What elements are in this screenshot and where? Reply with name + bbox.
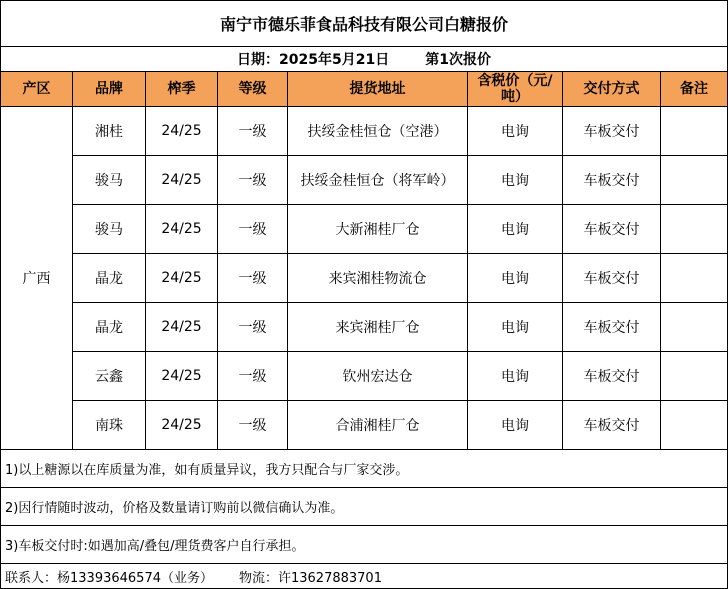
- contact-row: [1, 564, 728, 589]
- remark-cell: [661, 401, 728, 450]
- brand-cell: 骏马: [73, 205, 146, 254]
- grade-cell: 一级: [218, 401, 288, 450]
- col-header-grade: 等级: [218, 72, 288, 107]
- contact-logistics: 物流：许13627883701: [238, 570, 382, 586]
- col-header-delivery: 交付方式: [563, 72, 661, 107]
- grade-cell: 一级: [218, 205, 288, 254]
- region-cell: 广西: [1, 107, 73, 450]
- brand-cell: 云鑫: [73, 352, 146, 401]
- address-cell: 来宾湘桂物流仓: [288, 254, 468, 303]
- table-row: [1, 303, 728, 352]
- note-row: [1, 488, 728, 526]
- brand-cell: 湘桂: [73, 107, 146, 156]
- remark-cell: [661, 303, 728, 352]
- price-cell: 电询: [468, 107, 563, 156]
- grade-cell: 一级: [218, 352, 288, 401]
- remark-cell: [661, 107, 728, 156]
- grade-cell: 一级: [218, 107, 288, 156]
- price-cell: 电询: [468, 254, 563, 303]
- note-row: [1, 526, 728, 564]
- remark-cell: [661, 205, 728, 254]
- brand-cell: 南珠: [73, 401, 146, 450]
- note-text: 3)车板交付时:如遇加高/叠包/理货费客户自行承担。: [1, 526, 728, 564]
- quote-edition: 第1次报价: [425, 52, 491, 68]
- season-cell: 24/25: [146, 303, 218, 352]
- title-row: [1, 1, 728, 47]
- quote-date: 日期：2025年5月21日: [237, 52, 390, 68]
- grade-cell: 一级: [218, 303, 288, 352]
- season-cell: 24/25: [146, 254, 218, 303]
- table-row: [1, 352, 728, 401]
- season-cell: 24/25: [146, 205, 218, 254]
- col-header-season: 榨季: [146, 72, 218, 107]
- table-row: [1, 254, 728, 303]
- delivery-cell: 车板交付: [563, 205, 661, 254]
- date-row: [1, 47, 728, 72]
- table-row: [1, 205, 728, 254]
- price-cell: 电询: [468, 205, 563, 254]
- table-row: [1, 156, 728, 205]
- address-cell: 大新湘桂厂仓: [288, 205, 468, 254]
- address-cell: 扶绥金桂恒仓（将军岭）: [288, 156, 468, 205]
- remark-cell: [661, 254, 728, 303]
- note-text: 1)以上糖源以在库质量为准，如有质量异议，我方只配合与厂家交涉。: [1, 450, 728, 488]
- season-cell: 24/25: [146, 107, 218, 156]
- season-cell: 24/25: [146, 156, 218, 205]
- price-cell: 电询: [468, 303, 563, 352]
- col-header-region: 产区: [1, 72, 73, 107]
- price-cell: 电询: [468, 401, 563, 450]
- season-cell: 24/25: [146, 401, 218, 450]
- col-header-address: 提货地址: [288, 72, 468, 107]
- grade-cell: 一级: [218, 156, 288, 205]
- col-header-brand: 品牌: [73, 72, 146, 107]
- delivery-cell: 车板交付: [563, 401, 661, 450]
- address-cell: 来宾湘桂厂仓: [288, 303, 468, 352]
- note-row: [1, 450, 728, 488]
- address-cell: 钦州宏达仓: [288, 352, 468, 401]
- delivery-cell: 车板交付: [563, 303, 661, 352]
- grade-cell: 一级: [218, 254, 288, 303]
- brand-cell: 骏马: [73, 156, 146, 205]
- delivery-cell: 车板交付: [563, 352, 661, 401]
- table-row: [1, 107, 728, 156]
- note-text: 2)因行情随时波动，价格及数量请订购前以微信确认为准。: [1, 488, 728, 526]
- address-cell: 合浦湘桂厂仓: [288, 401, 468, 450]
- remark-cell: [661, 352, 728, 401]
- table-row: [1, 401, 728, 450]
- col-header-remark: 备注: [661, 72, 728, 107]
- header-row: [1, 72, 728, 107]
- col-header-price: 含税价（元/吨）: [468, 72, 563, 107]
- delivery-cell: 车板交付: [563, 156, 661, 205]
- remark-cell: [661, 156, 728, 205]
- delivery-cell: 车板交付: [563, 107, 661, 156]
- brand-cell: 晶龙: [73, 254, 146, 303]
- season-cell: 24/25: [146, 352, 218, 401]
- contact-person: 联系人：杨13393646574（业务）: [5, 570, 213, 586]
- price-cell: 电询: [468, 352, 563, 401]
- price-cell: 电询: [468, 156, 563, 205]
- address-cell: 扶绥金桂恒仓（空港）: [288, 107, 468, 156]
- document-title: 南宁市德乐菲食品科技有限公司白糖报价: [1, 1, 728, 47]
- brand-cell: 晶龙: [73, 303, 146, 352]
- delivery-cell: 车板交付: [563, 254, 661, 303]
